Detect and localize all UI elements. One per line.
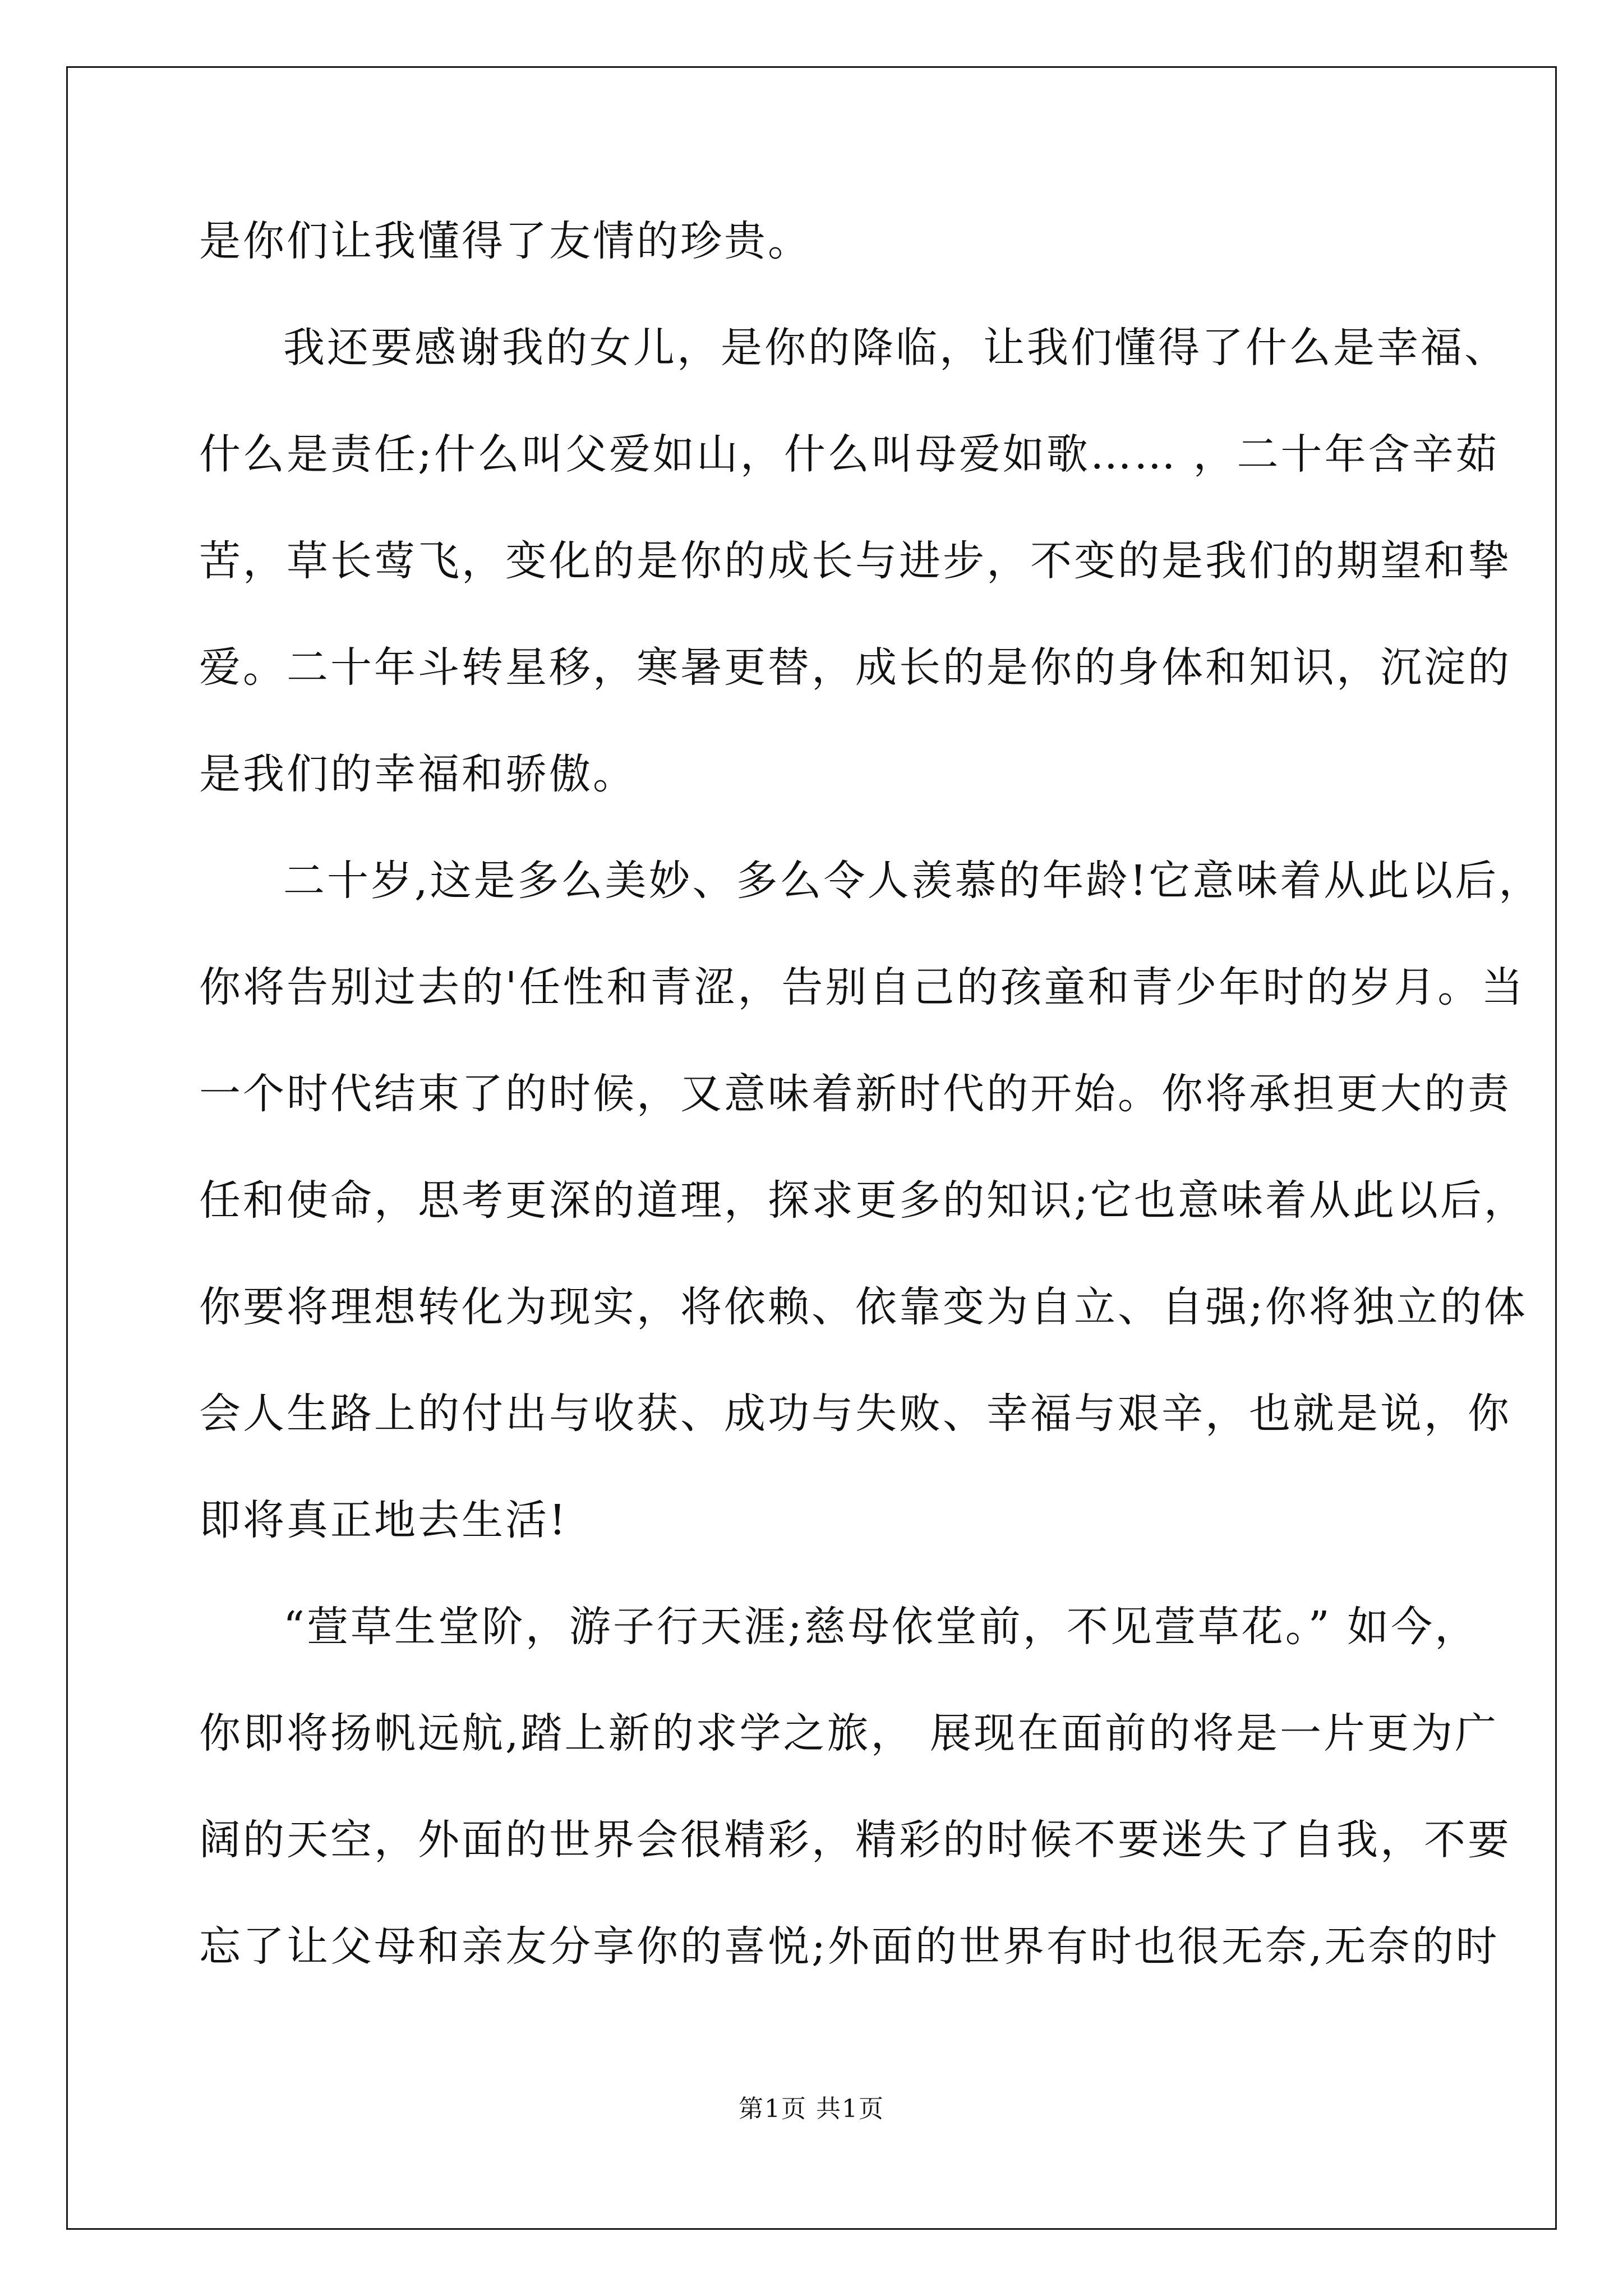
- text-line: 苦，草长莺飞，变化的是你的成长与进步，不变的是我们的期望和挚: [199, 537, 1511, 585]
- text-line: 什么是责任;什么叫父爱如山，什么叫母爱如歌…… ，二十年含辛茹: [199, 430, 1500, 478]
- text-line: 我还要感谢我的女儿，是你的降临，让我们懂得了什么是幸福、: [283, 324, 1508, 372]
- text-line: 爱。二十年斗转星移，寒暑更替，成长的是你的身体和知识，沉淀的: [199, 643, 1511, 692]
- text-line: 阔的天空，外面的世界会很精彩，精彩的时候不要迷失了自我，不要: [199, 1816, 1511, 1864]
- text-line: 你即将扬帆远航,踏上新的求学之旅， 展现在面前的将是一片更为广: [199, 1709, 1499, 1757]
- text-line: 任和使命，思考更深的道理，探求更多的知识;它也意味着从此以后，: [199, 1176, 1528, 1225]
- page-number-footer: 第1页 共1页: [739, 2095, 884, 2123]
- text-line: 会人生路上的付出与收获、成功与失败、幸福与艰辛，也就是说，你: [199, 1389, 1511, 1438]
- text-line: 忘了让父母和亲友分享你的喜悦;外面的世界有时也很无奈,无奈的时: [199, 1922, 1500, 1971]
- text-line: 即将真正地去生活!: [199, 1496, 568, 1544]
- text-line: 是我们的幸福和骄傲。: [199, 750, 637, 798]
- text-line: 你要将理想转化为现实，将依赖、依靠变为自立、自强;你将独立的体: [199, 1283, 1528, 1331]
- text-line: “萱草生堂阶，游子行天涯;慈母依堂前，不见萱草花。” 如今，: [283, 1603, 1479, 1651]
- text-line: 一个时代结束了的时候，又意味着新时代的开始。你将承担更大的责: [199, 1070, 1511, 1118]
- text-line: 二十岁,这是多么美妙、多么令人羡慕的年龄!它意味着从此以后，: [283, 857, 1543, 905]
- text-line: 是你们让我懂得了友情的珍贵。: [199, 217, 811, 265]
- text-line: 你将告别过去的'任性和青涩，告别自己的孩童和青少年时的岁月。当: [199, 963, 1525, 1011]
- page-border: [66, 66, 1557, 2230]
